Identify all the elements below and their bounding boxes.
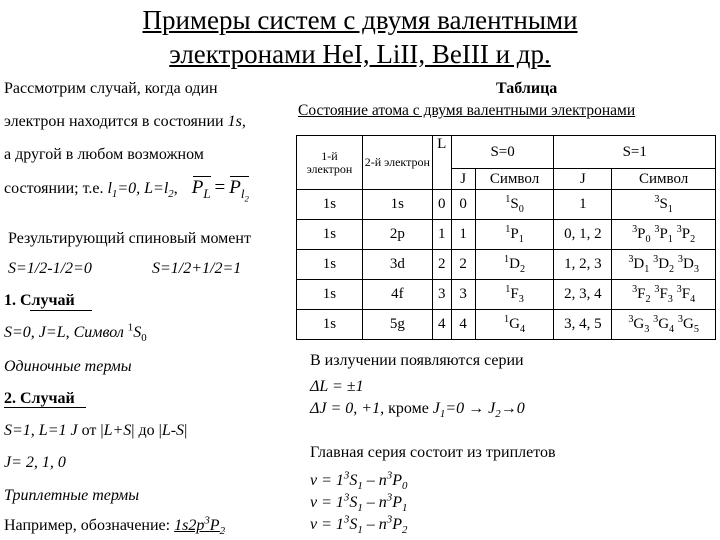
header-symbol-s0: Символ — [475, 169, 554, 190]
cell-J-s1: 3, 4, 5 — [554, 310, 612, 340]
header-S0: S=0 — [451, 136, 554, 169]
cell-symbol-s0: $^1F_3$ — [475, 280, 554, 310]
header-J-s0: J — [451, 169, 475, 190]
header-J-s1: J — [554, 169, 612, 190]
intro-line-1: Рассмотрим случай, когда один — [4, 80, 218, 97]
header-symbol-s1: Символ — [612, 169, 716, 190]
momentum-vector-PL: $P_L$ — [191, 177, 211, 201]
formula-1: $\nu = 1^3S_1 - n^3P_0$ — [310, 469, 408, 493]
case-2-heading: 2. Случай — [4, 390, 75, 407]
cell-J-s0: 3 — [451, 280, 475, 310]
triplet-terms: Триплетные термы — [4, 487, 140, 504]
formula-3: $\nu = 1^3S_1 - n^3P_2$ — [310, 513, 408, 537]
intro-line-4: состоянии; т.е. $l_1=0$, $L=l_2$, $P_L = P_{l_2}$ — [4, 177, 249, 204]
slide-title-line1: Примеры систем с двумя валентными — [142, 5, 578, 35]
cell-electron-1: 1s — [297, 250, 363, 280]
cell-symbol-s1: $^3G_3$ $^3G_4$ $^3G_5$ — [612, 310, 716, 340]
cell-L: 4 — [432, 310, 451, 340]
intro-line-3: а другой в любом возможном — [4, 146, 204, 163]
cell-J-s0: 4 — [451, 310, 475, 340]
spin-one: S=1/2+1/2=1 — [152, 260, 242, 277]
cell-J-s0: 1 — [451, 220, 475, 250]
example-line: Например, обозначение: $1s2p^3P_2$ — [4, 514, 225, 538]
header-S1: S=1 — [554, 136, 716, 169]
table-caption: Состояние атома с двумя валентными электронами — [298, 102, 636, 119]
table-row — [297, 190, 716, 220]
table-caption-title: Таблица — [496, 80, 558, 97]
cell-electron-2: 5g — [362, 310, 432, 340]
header-L: L — [432, 136, 451, 190]
selection-rule-J: ΔJ = 0, +1, кроме $J_1=0 \to J_2\to 0$ — [310, 400, 525, 421]
cell-electron-2: 4f — [362, 280, 432, 310]
header-electron-1: 1-й электрон — [297, 136, 363, 190]
intro-line-2: электрон находится в состоянии 1s, — [4, 113, 246, 130]
cell-symbol-s1: $^3D_1$ $^3D_2$ $^3D_3$ — [612, 250, 716, 280]
case-2-j-values: J= 2, 1, 0 — [4, 454, 66, 471]
cell-J-s1: 1 — [554, 190, 612, 220]
cell-J-s0: 0 — [451, 190, 475, 220]
table-row — [297, 250, 716, 280]
slide-title-line2: электронами HeI, LiII, BeIII и др. — [169, 39, 551, 69]
cell-symbol-s0: $^1P_1$ — [475, 220, 554, 250]
cell-electron-2: 1s — [362, 190, 432, 220]
cell-electron-2: 3d — [362, 250, 432, 280]
cell-electron-1: 1s — [297, 220, 363, 250]
table-row — [297, 280, 716, 310]
cell-symbol-s0: $^1G_4$ — [475, 310, 554, 340]
cell-electron-1: 1s — [297, 190, 363, 220]
case-1-underline — [30, 310, 92, 311]
cell-L: 1 — [432, 220, 451, 250]
spin-zero: S=1/2-1/2=0 — [8, 260, 92, 277]
cell-J-s1: 2, 3, 4 — [554, 280, 612, 310]
cell-electron-2: 2p — [362, 220, 432, 250]
cell-L: 2 — [432, 250, 451, 280]
cell-J-s1: 1, 2, 3 — [554, 250, 612, 280]
case-1-heading: 1. Случай — [4, 292, 75, 309]
cell-electron-1: 1s — [297, 280, 363, 310]
table-row — [297, 220, 716, 250]
cell-J-s1: 0, 1, 2 — [554, 220, 612, 250]
cell-J-s0: 2 — [451, 250, 475, 280]
selection-rule-L: ΔL = ±1 — [310, 378, 364, 395]
case-2-underline — [4, 407, 86, 408]
case-1-line: S=0, J=L, Символ $^1S_0$ — [4, 321, 147, 345]
table-row — [297, 310, 716, 340]
header-electron-2: 2-й электрон — [362, 136, 432, 190]
cell-L: 3 — [432, 280, 451, 310]
cell-symbol-s1: $^3S_1$ — [612, 190, 716, 220]
momentum-vector-Pl2: $P_{l_2}$ — [229, 177, 249, 204]
cell-symbol-s1: $^3F_2$ $^3F_3$ $^3F_4$ — [612, 280, 716, 310]
electron-states-table — [296, 135, 716, 340]
formula-2: $\nu = 1^3S_1 - n^3P_1$ — [310, 491, 408, 515]
cell-symbol-s0: $^1S_0$ — [475, 190, 554, 220]
case-2-line: S=1, L=1 J от |L+S| до |L-S| — [4, 422, 188, 439]
cell-L: 0 — [432, 190, 451, 220]
cell-symbol-s1: $^3P_0$ $^3P_1$ $^3P_2$ — [612, 220, 716, 250]
spin-title: Результирующий спиновый момент — [8, 230, 251, 247]
main-series: Главная серия состоит из триплетов — [310, 444, 556, 461]
singlet-terms: Одиночные термы — [4, 358, 132, 375]
series-intro: В излучении появляются серии — [310, 352, 524, 369]
cell-electron-1: 1s — [297, 310, 363, 340]
cell-symbol-s0: $^1D_2$ — [475, 250, 554, 280]
